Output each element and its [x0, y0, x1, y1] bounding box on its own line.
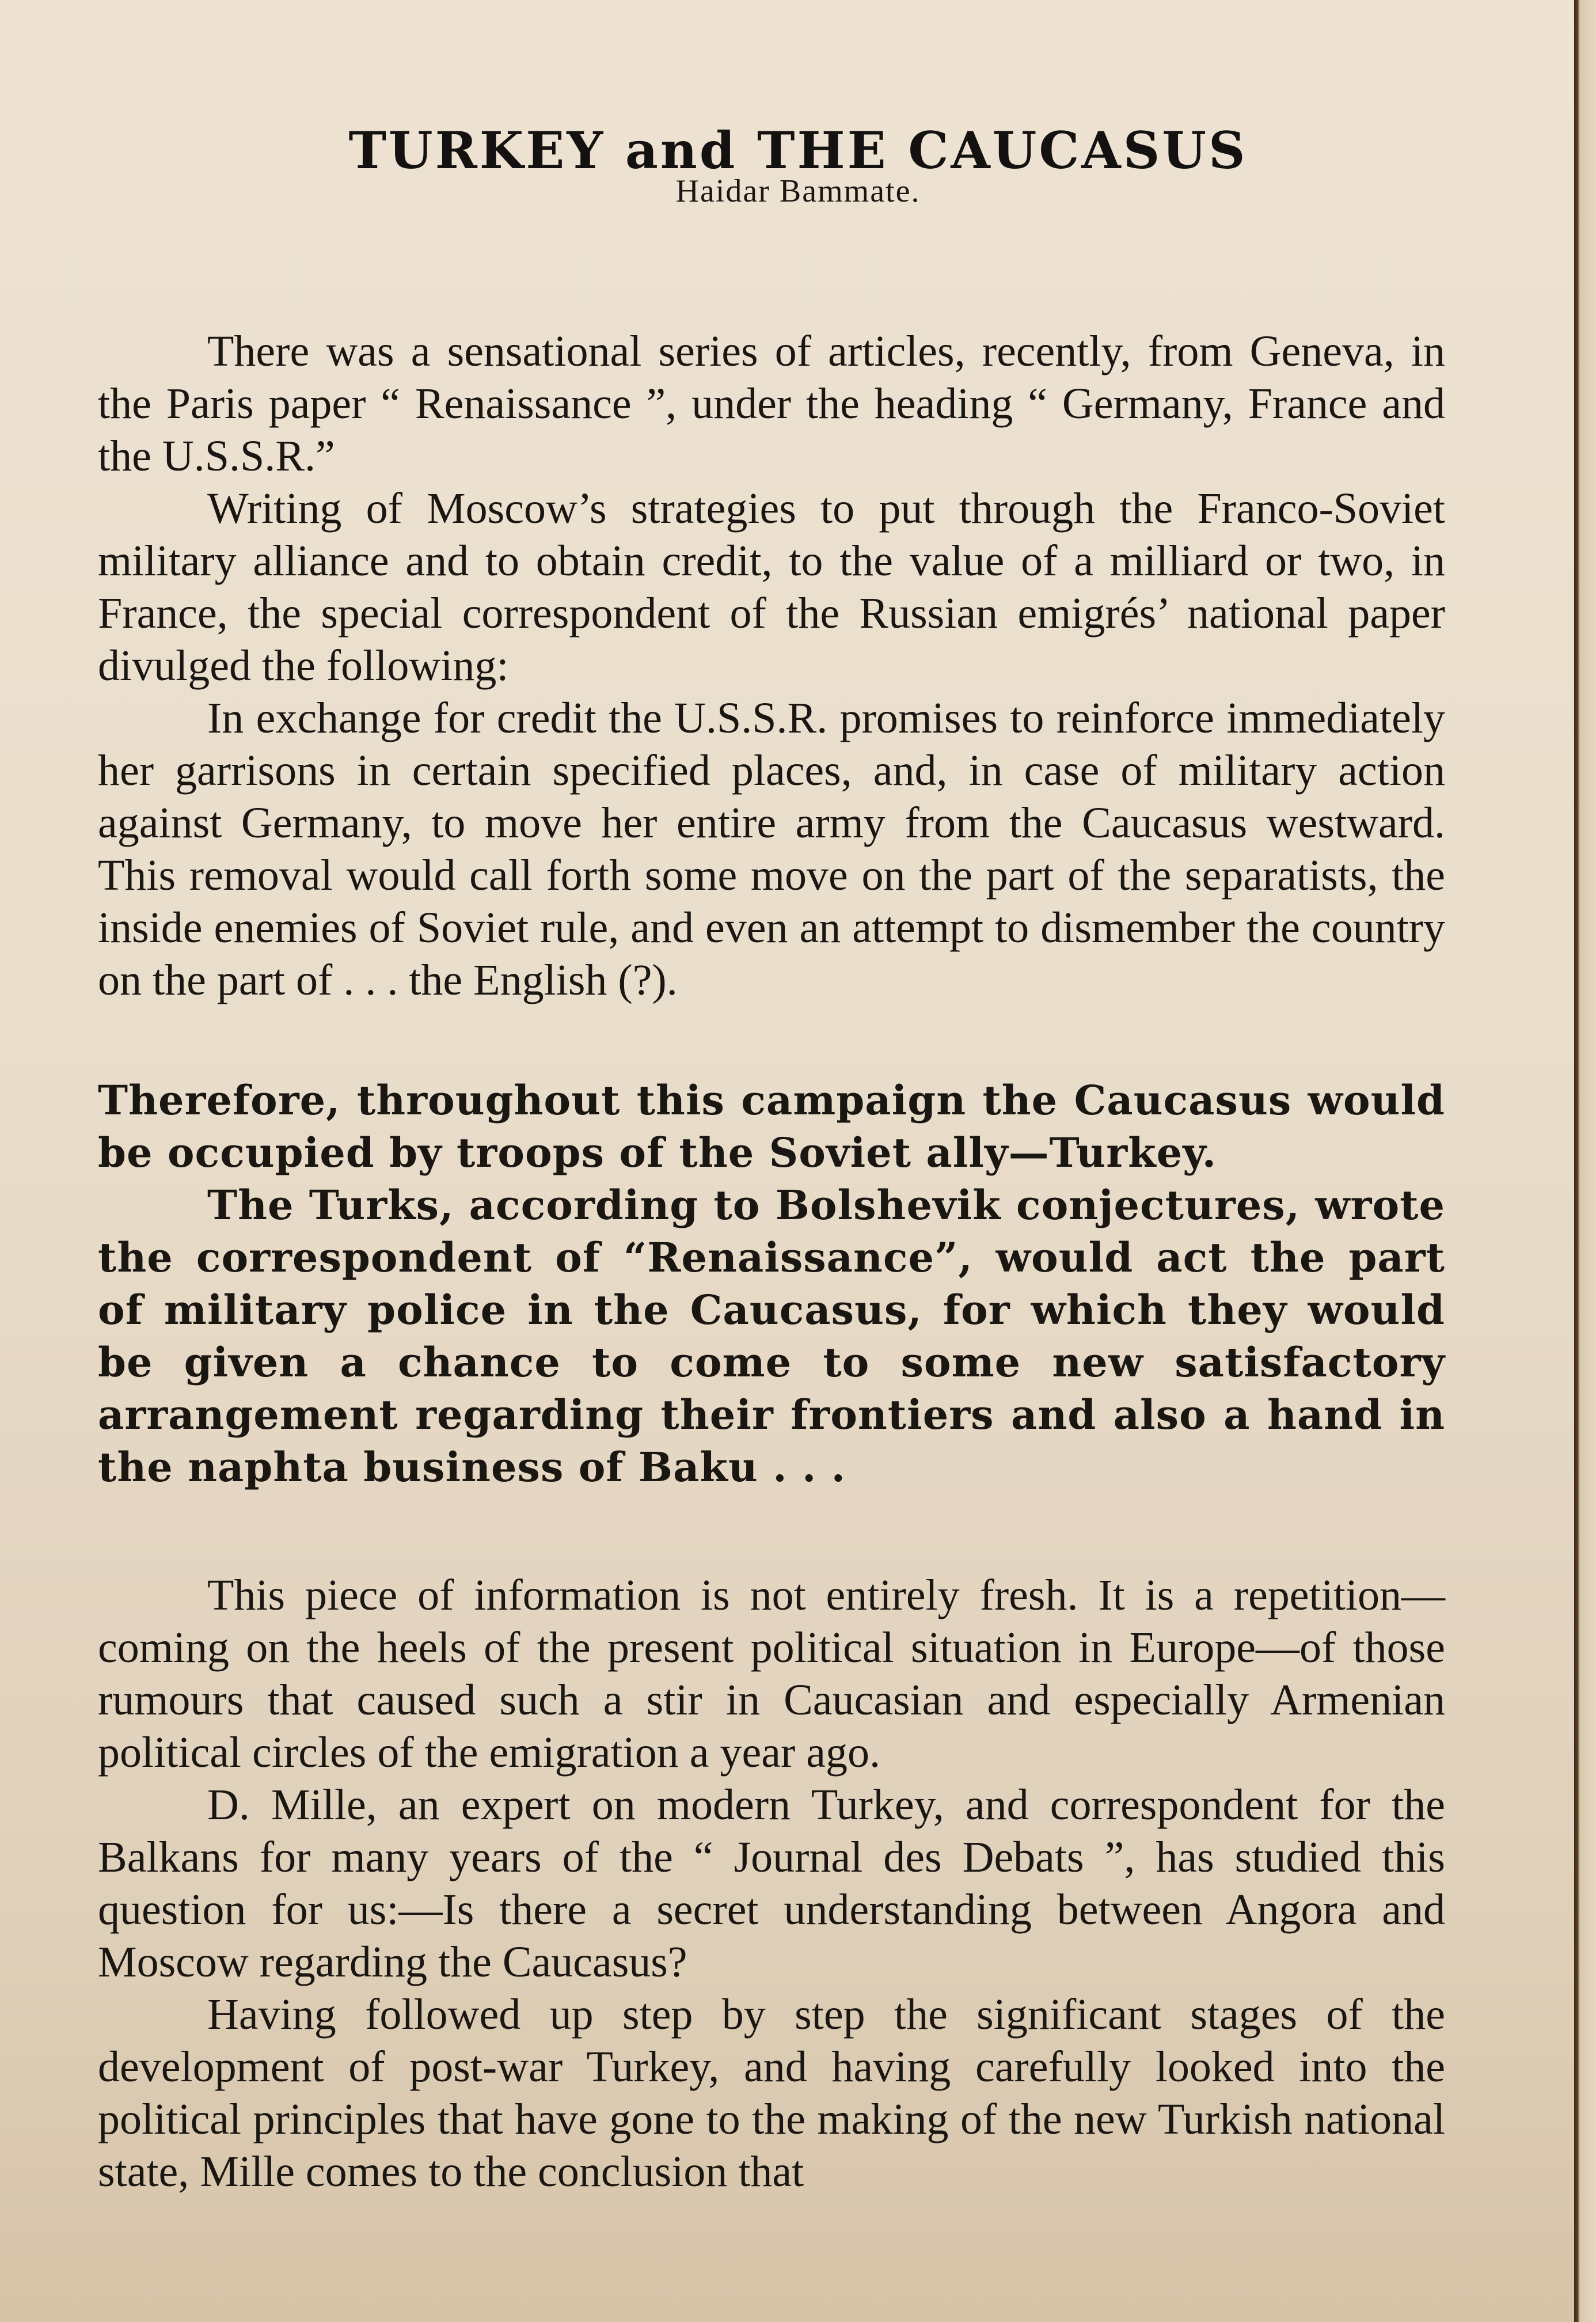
article-title: TURKEY and THE CAUCASUS — [348, 120, 1248, 180]
quoted-paragraph: In exchange for credit the U.S.S.R. promises to reinforce immediately her garrisons in certain specified places, and, in case of military action against Germany, to move her entire army from the Caucasus westward. This removal would call forth some move on the part of the separatists, the inside enemies of Soviet rule, and even an attempt to dismember the country on the part of . . . the English (?). — [98, 694, 1445, 1004]
paragraph: Having followed up step by step the significant stages of the development of post-war Turkey, and having carefully looked into the political principles that have gone to the making of the new Turkish national state, Mille comes to the conclusion that — [98, 1990, 1445, 2196]
bold-paragraph: Therefore, throughout this campaign the Caucasus would be occupied by troops of the Soviet ally—Turkey. — [98, 1076, 1445, 1177]
paragraph: There was a sensational series of articles, recently, from Geneva, in the Paris paper “ Renaissance ”, under the heading “ Germany, France and the U.S.S.R.” — [98, 327, 1445, 480]
article-author: Haidar Bammate. — [675, 173, 921, 209]
bold-paragraph: The Turks, according to Bolshevik conjectures, wrote the correspondent of “Renaissance”, would act the part of military police in the Caucasus, for which they would be given a chance to come to some new satisfactory arrangement regarding their frontiers and also a hand in the naphta business of Baku . . . — [98, 1181, 1445, 1491]
paragraph: Writing of Moscow’s strategies to put through the Franco-Soviet military alliance and to obtain credit, to the value of a milliard or two, in France, the special correspondent of the Russian emigrés’ national paper divulged the following: — [98, 484, 1445, 690]
intro-section — [98, 325, 1445, 1007]
bold-quote-section — [98, 1074, 1445, 1493]
paragraph: This piece of information is not entirely fresh. It is a repetition—coming on the heels of the present political situation in Europe—of those rumours that caused such a stir in Caucasian and especially Armenian political circles of the emigration a year ago. — [98, 1571, 1445, 1777]
paragraph: D. Mille, an expert on modern Turkey, and correspondent for the Balkans for many years of the “ Journal des Debats ”, has studied this question for us:—Is there a secret understanding between Angora and Moscow regarding the Caucasus? — [98, 1781, 1445, 1986]
page-edge-binding — [1574, 0, 1596, 2322]
main-section — [98, 1569, 1445, 2198]
